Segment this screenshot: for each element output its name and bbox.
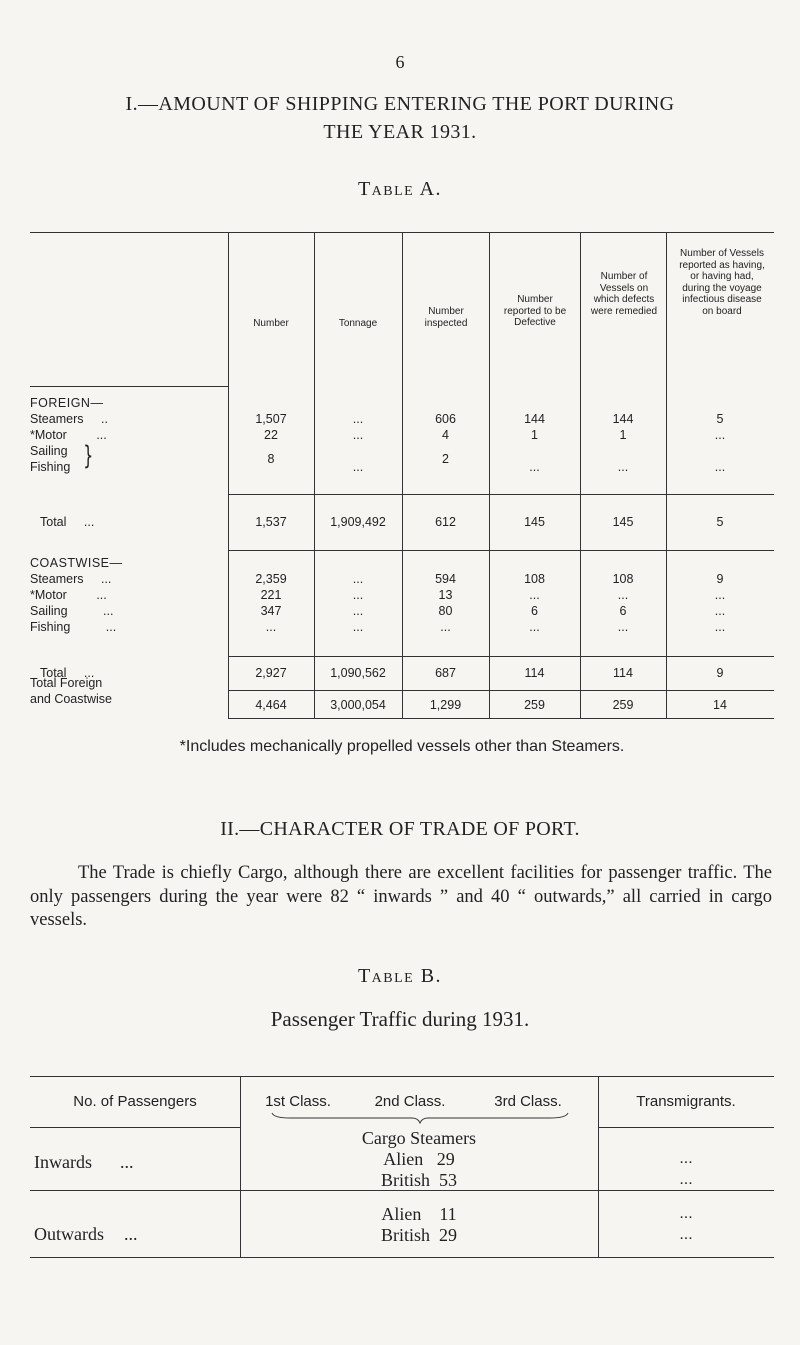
- cell: ...: [617, 588, 629, 602]
- cell: 145: [612, 515, 634, 529]
- foreign-total-bottom-rule: [228, 550, 774, 551]
- col-sep-3: [402, 232, 403, 718]
- foreign-sailing-label: Sailing: [30, 444, 68, 458]
- cell: 144: [524, 412, 545, 426]
- cell: ...: [529, 588, 540, 602]
- cell: 6: [531, 604, 538, 618]
- cell: ...: [352, 604, 364, 618]
- cell: ...: [714, 460, 726, 474]
- table-a-footnote: *Includes mechanically propelled vessels other than Steamers.: [179, 738, 625, 755]
- grand-total-cell: 1,299: [429, 698, 462, 712]
- cell: 9: [716, 572, 724, 586]
- col-sep-1: [228, 232, 229, 718]
- header-defects-remedied: Number of Vessels on which defects were remedied: [590, 271, 658, 317]
- cell: 4: [442, 428, 449, 442]
- header-number-inspected: Number inspected: [424, 306, 468, 329]
- grand-total-label-line2: and Coastwise: [30, 692, 112, 706]
- cell: 2,359: [255, 572, 287, 586]
- cell: 1,507: [255, 412, 287, 426]
- cell: 8: [267, 452, 275, 466]
- cell: ...: [265, 620, 277, 634]
- header-reported-defective: Number reported to be Defective: [503, 294, 567, 328]
- cell: 144: [612, 412, 634, 426]
- table-b-header-rule-right: [598, 1127, 774, 1128]
- cell: 2,927: [255, 666, 287, 680]
- grand-total-label-line1: Total Foreign: [30, 676, 103, 690]
- col-sep-5: [580, 232, 581, 718]
- col-sep-2: [314, 232, 315, 718]
- cell: 1: [531, 428, 538, 442]
- foreign-total-label: Total ...: [40, 515, 95, 529]
- inwards-british: British 53: [380, 1170, 457, 1190]
- outwards-british: British 29: [380, 1225, 457, 1245]
- coastwise-fishing-label: Fishing ...: [30, 620, 117, 634]
- coastwise-motor-label: *Motor ...: [30, 588, 107, 602]
- cell: 5: [716, 412, 724, 426]
- cell: 108: [524, 572, 545, 586]
- col-sep-4: [489, 232, 490, 718]
- cell: 22: [264, 428, 278, 442]
- table-a-bottom-rule: [228, 718, 774, 719]
- cell: ...: [440, 620, 451, 634]
- cell: ...: [714, 588, 726, 602]
- table-b-header-rule-left: [30, 1127, 240, 1128]
- coastwise-total-label: Total ...: [40, 666, 95, 680]
- cell: ...: [352, 460, 364, 474]
- cell: 114: [524, 666, 545, 680]
- header-transmigrants: Transmigrants.: [636, 1093, 736, 1110]
- class-brace-icon: [270, 1112, 570, 1124]
- cell: 612: [435, 515, 456, 529]
- inwards-transmigrants-2: ...: [679, 1171, 693, 1188]
- foreign-steamers-label: Steamers ..: [30, 412, 108, 426]
- cell: ...: [617, 460, 629, 474]
- inwards-alien: Alien 29: [383, 1149, 455, 1169]
- cell: 1,090,562: [330, 666, 386, 680]
- section2-title: II.—CHARACTER OF TRADE OF PORT.: [220, 818, 580, 840]
- brace-icon: }: [83, 441, 94, 471]
- grand-total-cell: 3,000,054: [330, 698, 386, 712]
- cell: 594: [435, 572, 456, 586]
- foreign-fishing-label: Fishing: [30, 460, 71, 474]
- table-b-subtitle: Passenger Traffic during 1931.: [270, 1007, 530, 1031]
- cell: 13: [438, 588, 453, 602]
- cell: ...: [529, 620, 540, 634]
- table-a-header-rule: [30, 386, 228, 387]
- outwards-transmigrants-2: ...: [679, 1226, 693, 1243]
- section1-title: [0, 90, 800, 146]
- inwards-cargo-steamers: Cargo Steamers: [361, 1128, 477, 1148]
- section2-paragraph: The Trade is chiefly Cargo, although there are excellent facilities for passenger traffic. The only passengers during the year were 82 “ inwards ” and 40 “ outwards,” all carried in cargo vessels.: [30, 863, 772, 930]
- cell: ...: [352, 428, 364, 442]
- cell: ...: [529, 460, 540, 474]
- header-tonnage: Tonnage: [338, 318, 378, 329]
- cell: ...: [352, 588, 364, 602]
- page-number: 6: [395, 52, 405, 72]
- inwards-transmigrants-1: ...: [679, 1150, 693, 1167]
- table-a-caption: Table A.: [357, 178, 443, 200]
- coastwise-total-rule: [228, 656, 774, 657]
- grand-total-cell: 259: [524, 698, 545, 712]
- grand-total-cell: 259: [612, 698, 634, 712]
- header-3rd-class: 3rd Class.: [494, 1093, 562, 1110]
- cell: ...: [714, 604, 726, 618]
- foreign-label: FOREIGN—: [30, 396, 104, 410]
- header-infectious-disease: Number of Vessels reported as having, or having had, during the voyage infectious disease on board: [679, 248, 765, 317]
- cell: 80: [438, 604, 453, 618]
- cell: 9: [716, 666, 724, 680]
- outwards-transmigrants-1: ...: [679, 1205, 693, 1222]
- outwards-alien: Alien 11: [381, 1204, 457, 1224]
- cell: ...: [352, 572, 364, 586]
- header-1st-class: 1st Class.: [265, 1093, 331, 1110]
- cell: 6: [619, 604, 627, 618]
- section1-title-line2: THE YEAR 1931.: [323, 121, 477, 143]
- grand-total-cell: 14: [713, 698, 727, 712]
- foreign-motor-label: *Motor ...: [30, 428, 107, 442]
- header-2nd-class: 2nd Class.: [374, 1093, 446, 1110]
- cell: 145: [524, 515, 545, 529]
- table-b-caption: Table B.: [357, 965, 443, 987]
- cell: 1,909,492: [330, 515, 386, 529]
- cell: 221: [260, 588, 282, 602]
- coastwise-total-bottom-rule: [228, 690, 774, 691]
- cell: 5: [716, 515, 724, 529]
- cell: 1,537: [255, 515, 287, 529]
- cell: 606: [435, 412, 456, 426]
- cell: 1: [619, 428, 627, 442]
- table-b-top-rule: [30, 1076, 774, 1077]
- cell: ...: [714, 428, 726, 442]
- table-b-bottom-rule: [30, 1257, 774, 1258]
- outwards-label: Outwards ...: [34, 1224, 138, 1244]
- grand-total-cell: 4,464: [255, 698, 287, 712]
- cell: ...: [617, 620, 629, 634]
- foreign-total-rule: [228, 494, 774, 495]
- inwards-details: [240, 1128, 598, 1191]
- cell: 2: [442, 452, 449, 466]
- header-number: Number: [253, 318, 289, 329]
- coastwise-label: COASTWISE—: [30, 556, 123, 570]
- cell: ...: [714, 620, 726, 634]
- cell: 108: [612, 572, 634, 586]
- inwards-label: Inwards ...: [34, 1152, 134, 1172]
- cell: 687: [435, 666, 456, 680]
- cell: 347: [260, 604, 282, 618]
- section1-title-line1: I.—AMOUNT OF SHIPPING ENTERING THE PORT DURING: [125, 93, 675, 115]
- header-no-of-passengers: No. of Passengers: [73, 1093, 197, 1110]
- cell: 114: [613, 666, 633, 680]
- cell: ...: [352, 620, 364, 634]
- coastwise-steamers-label: Steamers ...: [30, 572, 112, 586]
- col-sep-6: [666, 232, 667, 718]
- outwards-details: [240, 1204, 598, 1246]
- cell: ...: [352, 412, 364, 426]
- coastwise-sailing-label: Sailing ...: [30, 604, 114, 618]
